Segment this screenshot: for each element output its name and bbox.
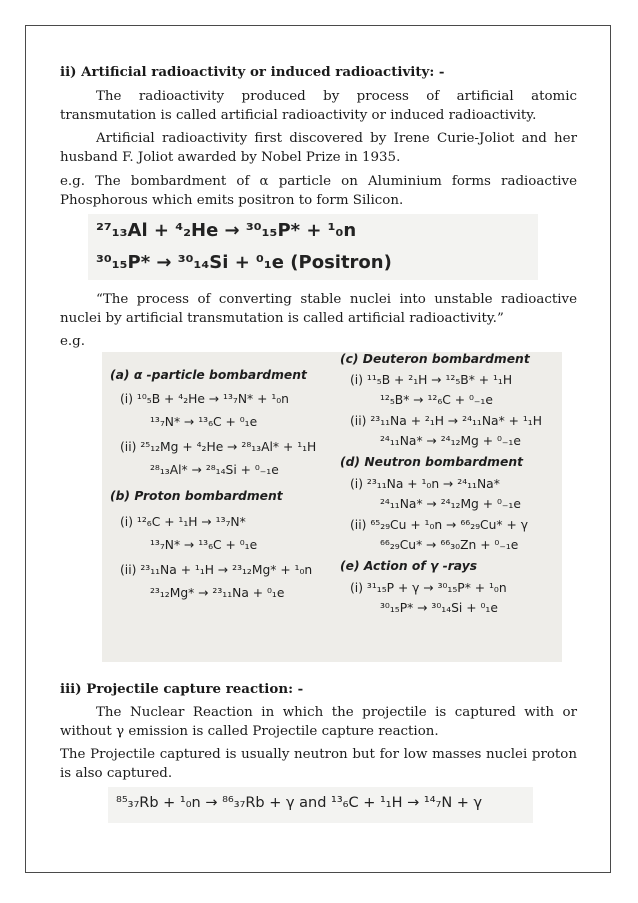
equation-capture-reactions: ⁸⁵₃₇Rb + ¹₀n → ⁸⁶₃₇Rb + γ and ¹³₆C + ¹₁H → ¹⁴₇N + γ (116, 795, 483, 811)
reaction-b-i-2: ¹³₇N* → ¹³₆C + ⁰₁e (150, 538, 258, 552)
proton-bombardment-heading: (b) Proton bombardment (110, 489, 283, 503)
equation-image-aluminium (88, 214, 538, 280)
section-heading-artificial-radioactivity: ii) Artificial radioactivity or induced radioactivity: - (60, 64, 445, 80)
section-heading-projectile-capture: iii) Projectile capture reaction: - (60, 681, 304, 697)
neutron-bombardment-heading: (d) Neutron bombardment (340, 455, 523, 469)
reaction-scan-image (102, 352, 562, 662)
reaction-c-i-2: ¹²₅B* → ¹²₆C + ⁰₋₁e (380, 393, 493, 407)
alpha-bombardment-heading: (a) α -particle bombardment (110, 368, 307, 382)
paragraph-projectile-captured: The Projectile captured is usually neutron but for low masses nuclei proton is also captured. (60, 747, 577, 781)
eg-label: e.g. (60, 334, 86, 349)
reaction-a-ii-1: (ii) ²⁵₁₂Mg + ⁴₂He → ²⁸₁₃Al* + ¹₁H (120, 440, 317, 454)
equation-aluminium-bombardment: ²⁷₁₃Al + ⁴₂He → ³⁰₁₅P* + ¹₀n (96, 220, 357, 241)
reaction-b-i-1: (i) ¹²₆C + ¹₁H → ¹³₇N* (120, 515, 246, 529)
reaction-e-i-2: ³⁰₁₅P* → ³⁰₁₄Si + ⁰₁e (380, 601, 498, 615)
equation-phosphorus-decay: ³⁰₁₅P* → ³⁰₁₄Si + ⁰₁e (Positron) (96, 252, 392, 273)
reaction-d-i-2: ²⁴₁₁Na* → ²⁴₁₂Mg + ⁰₋₁e (380, 497, 521, 511)
deuteron-bombardment-heading: (c) Deuteron bombardment (340, 352, 530, 366)
paragraph-discovery: Artificial radioactivity first discovered by Irene Curie-Joliot and her husband F. Joliot awarded by Nobel Prize in 1935. (60, 131, 577, 165)
reaction-c-i-1: (i) ¹¹₅B + ²₁H → ¹²₅B* + ¹₁H (350, 373, 513, 387)
paragraph-quote: “The process of converting stable nuclei into unstable radioactive nuclei by artificial transmutation is called artificial radioactivity.” (60, 292, 577, 326)
gamma-rays-heading: (e) Action of γ -rays (340, 559, 478, 573)
reaction-c-ii-2: ²⁴₁₁Na* → ²⁴₁₂Mg + ⁰₋₁e (380, 434, 521, 448)
reaction-e-i-1: (i) ³¹₁₅P + γ → ³⁰₁₅P* + ¹₀n (350, 581, 507, 595)
reaction-b-ii-2: ²³₁₂Mg* → ²³₁₁Na + ⁰₁e (150, 586, 285, 600)
reaction-c-ii-1: (ii) ²³₁₁Na + ²₁H → ²⁴₁₁Na* + ¹₁H (350, 414, 542, 428)
equation-image-capture (108, 787, 533, 823)
reaction-a-i-2: ¹³₇N* → ¹³₆C + ⁰₁e (150, 415, 258, 429)
paragraph-projectile-definition: The Nuclear Reaction in which the projectile is captured with or without γ emission is called Projectile capture reaction. (60, 705, 577, 739)
reaction-d-ii-2: ⁶⁶₂₉Cu* → ⁶⁶₃₀Zn + ⁰₋₁e (380, 538, 519, 552)
right-column (340, 352, 560, 615)
paragraph-example: e.g. The bombardment of α particle on Aluminium forms radioactive Phosphorous which emits positron to form Silicon. (60, 174, 577, 208)
left-column (110, 368, 330, 600)
reaction-b-ii-1: (ii) ²³₁₁Na + ¹₁H → ²³₁₂Mg* + ¹₀n (120, 563, 313, 577)
paragraph-definition: The radioactivity produced by process of artificial atomic transmutation is called artificial radioactivity or induced radioactivity. (60, 89, 577, 123)
reaction-a-i-1: (i) ¹⁰₅B + ⁴₂He → ¹³₇N* + ¹₀n (120, 392, 289, 406)
reaction-a-ii-2: ²⁸₁₃Al* → ²⁸₁₄Si + ⁰₋₁e (150, 463, 279, 477)
reaction-d-ii-1: (ii) ⁶⁵₂₉Cu + ¹₀n → ⁶⁶₂₉Cu* + γ (350, 518, 528, 532)
reaction-d-i-1: (i) ²³₁₁Na + ¹₀n → ²⁴₁₁Na* (350, 477, 500, 491)
